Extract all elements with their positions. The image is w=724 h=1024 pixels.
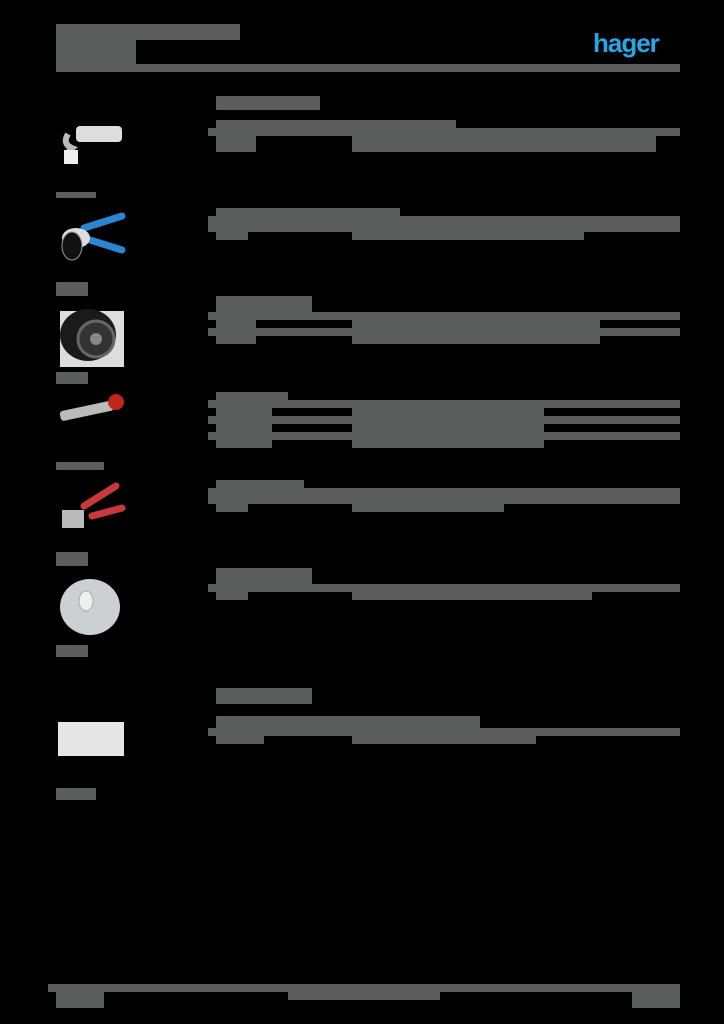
product-ref: [216, 232, 248, 240]
hager-logo: hager: [593, 28, 659, 58]
row-rule: [208, 400, 680, 408]
product-description: [352, 232, 584, 240]
product-description: [352, 408, 544, 448]
product-description: [352, 736, 536, 744]
product-code: [56, 645, 88, 657]
header-rule: [56, 64, 680, 72]
footer-left: [56, 992, 104, 1008]
white-panel-image: [56, 720, 128, 760]
blue-pliers-image: [56, 210, 128, 266]
row-rule: [208, 328, 680, 336]
row-rule: [208, 728, 680, 736]
product-code: [56, 788, 96, 800]
product-code: [56, 372, 88, 384]
footer-center: [288, 992, 440, 1000]
section-heading: [216, 688, 312, 704]
row-rule: [208, 216, 680, 232]
product-description: [352, 136, 656, 152]
product-code: [56, 192, 96, 198]
footer-right: [632, 992, 680, 1008]
red-pliers-image: [56, 482, 128, 538]
cable-stripper-image: [56, 120, 128, 168]
product-ref: [216, 136, 256, 152]
row-rule: [208, 488, 680, 504]
section-heading: [216, 96, 320, 110]
doc-subtitle: [56, 40, 136, 64]
product-name: [216, 296, 312, 312]
doc-title: [56, 24, 240, 40]
row-rule: [208, 128, 680, 136]
product-ref: [216, 504, 248, 512]
row-rule: [208, 432, 680, 440]
product-ref: [216, 400, 272, 448]
row-rule: [208, 416, 680, 424]
screw-anchor-image: [56, 392, 128, 428]
grey-grommet-image: [56, 575, 128, 639]
product-ref: [216, 736, 264, 744]
product-code: [56, 462, 104, 470]
product-name: [216, 568, 312, 584]
product-code: [56, 552, 88, 566]
product-description: [352, 504, 504, 512]
row-rule: [208, 312, 680, 320]
product-description: [352, 592, 592, 600]
footer-rule: [48, 984, 680, 992]
product-ref: [216, 584, 248, 600]
row-rule: [208, 584, 680, 592]
product-code: [56, 282, 88, 296]
black-cap-image: [56, 305, 128, 369]
